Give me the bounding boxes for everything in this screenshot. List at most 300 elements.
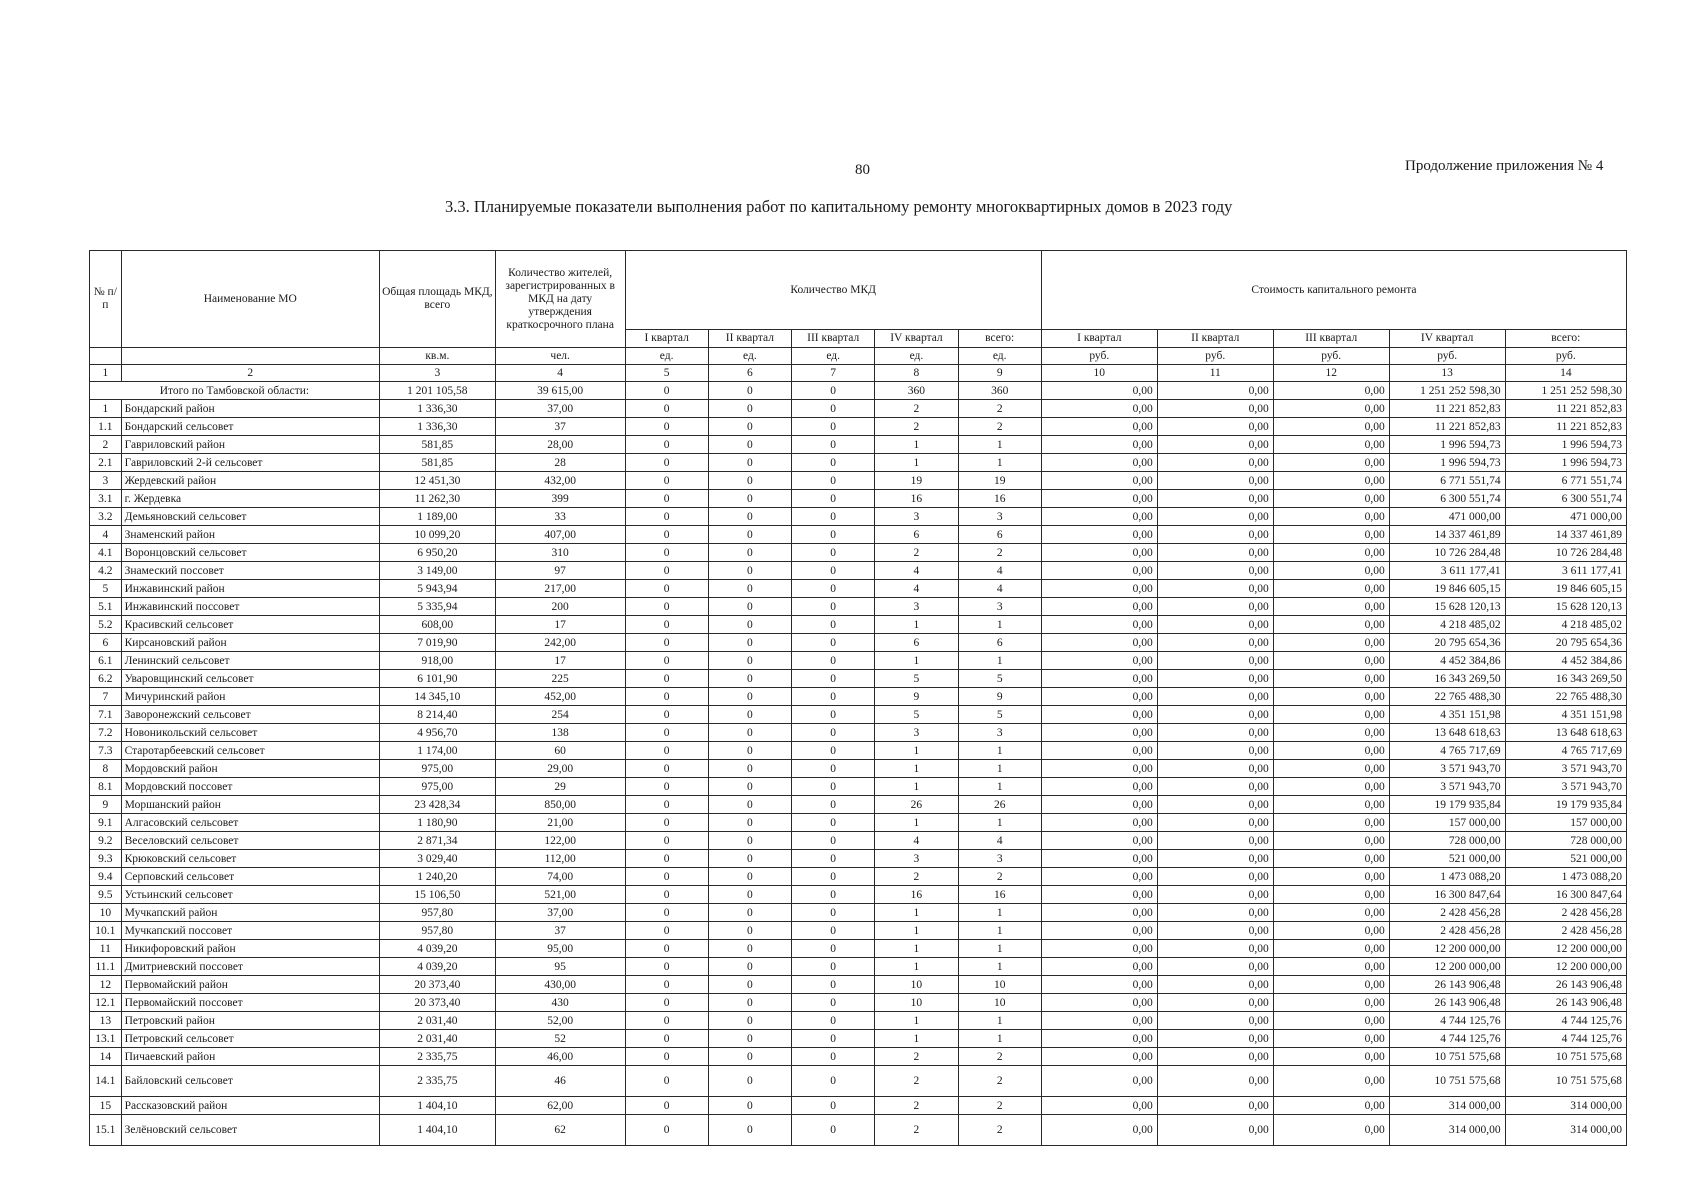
row-cost-q2: 0,00 — [1157, 454, 1273, 472]
row-number: 11.1 — [90, 958, 122, 976]
row-cost-total: 4 765 717,69 — [1505, 742, 1626, 760]
row-cost-q1: 0,00 — [1041, 724, 1157, 742]
row-cost-q2: 0,00 — [1157, 1097, 1273, 1115]
row-mkd-total: 6 — [958, 634, 1041, 652]
row-name: Зелёновский сельсовет — [121, 1115, 379, 1146]
row-cost-q3: 0,00 — [1273, 778, 1389, 796]
row-number: 10.1 — [90, 922, 122, 940]
row-area: 2 031,40 — [379, 1012, 495, 1030]
row-cost-total: 314 000,00 — [1505, 1097, 1626, 1115]
row-area: 581,85 — [379, 436, 495, 454]
row-cost-total: 3 571 943,70 — [1505, 760, 1626, 778]
row-cost-q1: 0,00 — [1041, 814, 1157, 832]
row-mkd-q1: 0 — [625, 886, 708, 904]
document-title: 3.3. Планируемые показатели выполнения работ по капитальному ремонту многоквартирных домов в 2023 году — [445, 197, 1233, 216]
row-mkd-q4: 9 — [875, 688, 958, 706]
row-cost-q4: 2 428 456,28 — [1389, 904, 1505, 922]
row-cost-q2: 0,00 — [1157, 490, 1273, 508]
row-cost-q2: 0,00 — [1157, 508, 1273, 526]
row-cost-q4: 20 795 654,36 — [1389, 634, 1505, 652]
row-cost-q3: 0,00 — [1273, 670, 1389, 688]
row-name: Серповский сельсовет — [121, 868, 379, 886]
row-cost-total: 1 473 088,20 — [1505, 868, 1626, 886]
row-cost-q2: 0,00 — [1157, 598, 1273, 616]
row-mkd-q1: 0 — [625, 688, 708, 706]
row-mkd-q3: 0 — [792, 706, 875, 724]
column-numbers-row — [90, 365, 1627, 382]
row-area: 975,00 — [379, 778, 495, 796]
row-name: Мордовский район — [121, 760, 379, 778]
row-mkd-total: 19 — [958, 472, 1041, 490]
row-mkd-q3: 0 — [792, 616, 875, 634]
header-cost-q1: I квартал — [1041, 330, 1157, 348]
row-cost-total: 1 996 594,73 — [1505, 454, 1626, 472]
row-mkd-total: 3 — [958, 598, 1041, 616]
row-cost-q4: 26 143 906,48 — [1389, 976, 1505, 994]
total-c3: 0,00 — [1273, 382, 1389, 400]
row-cost-q1: 0,00 — [1041, 490, 1157, 508]
row-mkd-q1: 0 — [625, 814, 708, 832]
row-area: 608,00 — [379, 616, 495, 634]
row-mkd-q2: 0 — [708, 796, 791, 814]
table-row — [90, 850, 1627, 868]
row-name: Гавриловский 2-й сельсовет — [121, 454, 379, 472]
row-cost-q1: 0,00 — [1041, 1115, 1157, 1146]
row-cost-q3: 0,00 — [1273, 1066, 1389, 1097]
row-mkd-q4: 6 — [875, 526, 958, 544]
row-cost-total: 3 571 943,70 — [1505, 778, 1626, 796]
unit-mkd: ед. — [625, 348, 708, 365]
row-number: 6.2 — [90, 670, 122, 688]
row-mkd-q4: 1 — [875, 922, 958, 940]
row-cost-q4: 1 473 088,20 — [1389, 868, 1505, 886]
row-number: 9 — [90, 796, 122, 814]
row-cost-q1: 0,00 — [1041, 616, 1157, 634]
row-mkd-q2: 0 — [708, 670, 791, 688]
table-row — [90, 400, 1627, 418]
unit-cost: руб. — [1505, 348, 1626, 365]
row-cost-q2: 0,00 — [1157, 886, 1273, 904]
row-area: 6 101,90 — [379, 670, 495, 688]
header-cost-q4: IV квартал — [1389, 330, 1505, 348]
row-cost-total: 471 000,00 — [1505, 508, 1626, 526]
row-cost-q4: 4 351 151,98 — [1389, 706, 1505, 724]
row-cost-q3: 0,00 — [1273, 526, 1389, 544]
row-number: 1 — [90, 400, 122, 418]
row-cost-q4: 26 143 906,48 — [1389, 994, 1505, 1012]
row-cost-q4: 6 771 551,74 — [1389, 472, 1505, 490]
row-mkd-q2: 0 — [708, 868, 791, 886]
row-name: Красивский сельсовет — [121, 616, 379, 634]
row-mkd-q1: 0 — [625, 580, 708, 598]
row-cost-q4: 22 765 488,30 — [1389, 688, 1505, 706]
row-cost-q4: 12 200 000,00 — [1389, 940, 1505, 958]
row-number: 2.1 — [90, 454, 122, 472]
row-mkd-q4: 1 — [875, 454, 958, 472]
row-area: 20 373,40 — [379, 994, 495, 1012]
row-cost-q2: 0,00 — [1157, 1066, 1273, 1097]
total-c4: 1 251 252 598,30 — [1389, 382, 1505, 400]
row-number: 9.2 — [90, 832, 122, 850]
row-residents: 430,00 — [495, 976, 625, 994]
row-cost-total: 2 428 456,28 — [1505, 922, 1626, 940]
row-mkd-q1: 0 — [625, 832, 708, 850]
row-cost-q3: 0,00 — [1273, 562, 1389, 580]
row-residents: 850,00 — [495, 796, 625, 814]
row-mkd-q2: 0 — [708, 508, 791, 526]
row-cost-q2: 0,00 — [1157, 814, 1273, 832]
row-mkd-q4: 5 — [875, 706, 958, 724]
row-mkd-q3: 0 — [792, 940, 875, 958]
row-mkd-q1: 0 — [625, 922, 708, 940]
row-mkd-q2: 0 — [708, 922, 791, 940]
row-name: Кирсановский район — [121, 634, 379, 652]
row-mkd-q1: 0 — [625, 742, 708, 760]
row-name: Веселовский сельсовет — [121, 832, 379, 850]
row-number: 12.1 — [90, 994, 122, 1012]
header-mkd-q2: II квартал — [708, 330, 791, 348]
row-cost-q1: 0,00 — [1041, 526, 1157, 544]
table-row — [90, 904, 1627, 922]
row-mkd-q2: 0 — [708, 598, 791, 616]
row-number: 7.1 — [90, 706, 122, 724]
row-cost-q1: 0,00 — [1041, 1097, 1157, 1115]
row-cost-q4: 157 000,00 — [1389, 814, 1505, 832]
row-mkd-q4: 1 — [875, 958, 958, 976]
header-residents: Количество жителей, зарегистрированных в МКД на дату утверждения краткосрочного плана — [495, 251, 625, 348]
row-mkd-q3: 0 — [792, 418, 875, 436]
row-mkd-q1: 0 — [625, 508, 708, 526]
row-name: Рассказовский район — [121, 1097, 379, 1115]
row-cost-q3: 0,00 — [1273, 544, 1389, 562]
row-cost-q4: 3 571 943,70 — [1389, 760, 1505, 778]
row-cost-q2: 0,00 — [1157, 400, 1273, 418]
row-residents: 310 — [495, 544, 625, 562]
row-mkd-q1: 0 — [625, 526, 708, 544]
row-mkd-total: 1 — [958, 904, 1041, 922]
row-mkd-total: 1 — [958, 958, 1041, 976]
row-cost-q1: 0,00 — [1041, 562, 1157, 580]
row-area: 1 336,30 — [379, 400, 495, 418]
row-mkd-q4: 19 — [875, 472, 958, 490]
row-number: 6 — [90, 634, 122, 652]
row-name: Байловский сельсовет — [121, 1066, 379, 1097]
header-num: № п/п — [90, 251, 122, 348]
row-mkd-q2: 0 — [708, 940, 791, 958]
row-cost-total: 16 300 847,64 — [1505, 886, 1626, 904]
row-cost-q1: 0,00 — [1041, 868, 1157, 886]
row-cost-q4: 1 996 594,73 — [1389, 454, 1505, 472]
row-cost-q2: 0,00 — [1157, 1030, 1273, 1048]
row-cost-total: 728 000,00 — [1505, 832, 1626, 850]
header-mkd-group: Количество МКД — [625, 251, 1041, 330]
row-mkd-q1: 0 — [625, 400, 708, 418]
row-residents: 430 — [495, 994, 625, 1012]
row-mkd-q1: 0 — [625, 850, 708, 868]
row-cost-q2: 0,00 — [1157, 616, 1273, 634]
row-area: 1 180,90 — [379, 814, 495, 832]
unit-area: кв.м. — [379, 348, 495, 365]
row-area: 957,80 — [379, 904, 495, 922]
row-cost-q4: 11 221 852,83 — [1389, 418, 1505, 436]
row-cost-total: 10 726 284,48 — [1505, 544, 1626, 562]
col-number: 1 — [90, 365, 122, 382]
row-residents: 95 — [495, 958, 625, 976]
row-number: 9.1 — [90, 814, 122, 832]
row-cost-total: 12 200 000,00 — [1505, 958, 1626, 976]
row-cost-q1: 0,00 — [1041, 994, 1157, 1012]
row-name: Старотарбеевский сельсовет — [121, 742, 379, 760]
row-mkd-q4: 2 — [875, 868, 958, 886]
row-area: 3 029,40 — [379, 850, 495, 868]
table-row — [90, 742, 1627, 760]
row-mkd-q2: 0 — [708, 850, 791, 868]
row-cost-q2: 0,00 — [1157, 868, 1273, 886]
row-number: 9.3 — [90, 850, 122, 868]
row-number: 15.1 — [90, 1115, 122, 1146]
row-residents: 62,00 — [495, 1097, 625, 1115]
row-cost-q2: 0,00 — [1157, 940, 1273, 958]
row-cost-q4: 4 765 717,69 — [1389, 742, 1505, 760]
row-cost-q4: 16 300 847,64 — [1389, 886, 1505, 904]
row-mkd-q1: 0 — [625, 1115, 708, 1146]
row-cost-q4: 16 343 269,50 — [1389, 670, 1505, 688]
row-number: 14 — [90, 1048, 122, 1066]
col-number: 6 — [708, 365, 791, 382]
row-area: 3 149,00 — [379, 562, 495, 580]
row-area: 7 019,90 — [379, 634, 495, 652]
row-mkd-total: 6 — [958, 526, 1041, 544]
row-mkd-total: 1 — [958, 1012, 1041, 1030]
row-mkd-q2: 0 — [708, 634, 791, 652]
row-mkd-q2: 0 — [708, 724, 791, 742]
row-mkd-q3: 0 — [792, 1097, 875, 1115]
row-mkd-total: 1 — [958, 760, 1041, 778]
row-cost-q1: 0,00 — [1041, 400, 1157, 418]
row-residents: 17 — [495, 616, 625, 634]
row-number: 3.2 — [90, 508, 122, 526]
row-cost-q2: 0,00 — [1157, 976, 1273, 994]
row-residents: 242,00 — [495, 634, 625, 652]
row-name: Устьинский сельсовет — [121, 886, 379, 904]
table-row — [90, 760, 1627, 778]
row-area: 2 871,34 — [379, 832, 495, 850]
row-cost-q3: 0,00 — [1273, 760, 1389, 778]
row-mkd-q4: 2 — [875, 1097, 958, 1115]
row-mkd-q3: 0 — [792, 580, 875, 598]
col-number: 4 — [495, 365, 625, 382]
row-area: 6 950,20 — [379, 544, 495, 562]
row-mkd-q3: 0 — [792, 472, 875, 490]
row-cost-q3: 0,00 — [1273, 598, 1389, 616]
row-mkd-q3: 0 — [792, 814, 875, 832]
row-area: 581,85 — [379, 454, 495, 472]
row-mkd-q3: 0 — [792, 994, 875, 1012]
row-mkd-q3: 0 — [792, 760, 875, 778]
row-cost-total: 26 143 906,48 — [1505, 994, 1626, 1012]
row-cost-q2: 0,00 — [1157, 958, 1273, 976]
row-residents: 29,00 — [495, 760, 625, 778]
header-cost-q3: III квартал — [1273, 330, 1389, 348]
row-cost-q2: 0,00 — [1157, 1012, 1273, 1030]
row-cost-q2: 0,00 — [1157, 652, 1273, 670]
row-name: Мучкапский район — [121, 904, 379, 922]
row-cost-q3: 0,00 — [1273, 508, 1389, 526]
row-mkd-q3: 0 — [792, 976, 875, 994]
row-cost-q1: 0,00 — [1041, 706, 1157, 724]
row-name: г. Жердевка — [121, 490, 379, 508]
row-mkd-q4: 10 — [875, 994, 958, 1012]
table-row — [90, 832, 1627, 850]
row-cost-q3: 0,00 — [1273, 1048, 1389, 1066]
row-cost-total: 12 200 000,00 — [1505, 940, 1626, 958]
row-number: 3 — [90, 472, 122, 490]
row-residents: 122,00 — [495, 832, 625, 850]
row-cost-total: 22 765 488,30 — [1505, 688, 1626, 706]
row-mkd-q2: 0 — [708, 400, 791, 418]
table-row — [90, 940, 1627, 958]
row-mkd-q3: 0 — [792, 436, 875, 454]
row-cost-q2: 0,00 — [1157, 760, 1273, 778]
row-mkd-q1: 0 — [625, 940, 708, 958]
row-cost-q2: 0,00 — [1157, 526, 1273, 544]
row-mkd-q3: 0 — [792, 850, 875, 868]
table-row — [90, 472, 1627, 490]
row-residents: 97 — [495, 562, 625, 580]
total-residents: 39 615,00 — [495, 382, 625, 400]
row-mkd-q4: 2 — [875, 418, 958, 436]
total-q1: 0 — [625, 382, 708, 400]
row-mkd-q3: 0 — [792, 832, 875, 850]
row-mkd-total: 2 — [958, 868, 1041, 886]
row-cost-q3: 0,00 — [1273, 688, 1389, 706]
row-number: 10 — [90, 904, 122, 922]
row-number: 11 — [90, 940, 122, 958]
table-row — [90, 616, 1627, 634]
row-mkd-q4: 4 — [875, 832, 958, 850]
table-row — [90, 796, 1627, 814]
row-residents: 521,00 — [495, 886, 625, 904]
row-mkd-total: 3 — [958, 850, 1041, 868]
row-cost-q4: 4 744 125,76 — [1389, 1012, 1505, 1030]
row-cost-q1: 0,00 — [1041, 652, 1157, 670]
row-cost-total: 26 143 906,48 — [1505, 976, 1626, 994]
table-row — [90, 1012, 1627, 1030]
row-cost-total: 6 300 551,74 — [1505, 490, 1626, 508]
row-cost-q2: 0,00 — [1157, 544, 1273, 562]
row-mkd-q4: 6 — [875, 634, 958, 652]
row-mkd-q1: 0 — [625, 1030, 708, 1048]
row-mkd-total: 1 — [958, 436, 1041, 454]
row-area: 14 345,10 — [379, 688, 495, 706]
row-residents: 37,00 — [495, 904, 625, 922]
row-mkd-q3: 0 — [792, 652, 875, 670]
row-name: Знаменский район — [121, 526, 379, 544]
row-number: 15 — [90, 1097, 122, 1115]
row-mkd-total: 2 — [958, 1048, 1041, 1066]
header-mkd-q4: IV квартал — [875, 330, 958, 348]
row-area: 23 428,34 — [379, 796, 495, 814]
row-mkd-q2: 0 — [708, 778, 791, 796]
row-number: 12 — [90, 976, 122, 994]
row-cost-q3: 0,00 — [1273, 724, 1389, 742]
table-row — [90, 652, 1627, 670]
row-mkd-q4: 1 — [875, 742, 958, 760]
row-mkd-q2: 0 — [708, 814, 791, 832]
row-residents: 52,00 — [495, 1012, 625, 1030]
row-mkd-q4: 3 — [875, 724, 958, 742]
repair-plan-table — [89, 250, 1627, 1146]
row-cost-total: 1 996 594,73 — [1505, 436, 1626, 454]
total-all: 360 — [958, 382, 1041, 400]
row-mkd-q1: 0 — [625, 904, 708, 922]
row-area: 975,00 — [379, 760, 495, 778]
table-row — [90, 778, 1627, 796]
row-mkd-q1: 0 — [625, 868, 708, 886]
row-mkd-q1: 0 — [625, 562, 708, 580]
row-mkd-q2: 0 — [708, 886, 791, 904]
col-number: 9 — [958, 365, 1041, 382]
row-mkd-q4: 10 — [875, 976, 958, 994]
row-cost-q2: 0,00 — [1157, 994, 1273, 1012]
row-number: 14.1 — [90, 1066, 122, 1097]
row-residents: 28 — [495, 454, 625, 472]
table-row — [90, 886, 1627, 904]
table-row — [90, 724, 1627, 742]
row-residents: 37 — [495, 922, 625, 940]
row-mkd-q3: 0 — [792, 724, 875, 742]
row-mkd-q4: 1 — [875, 940, 958, 958]
row-mkd-q4: 1 — [875, 904, 958, 922]
row-name: Инжавинский поссовет — [121, 598, 379, 616]
row-cost-q4: 6 300 551,74 — [1389, 490, 1505, 508]
row-residents: 33 — [495, 508, 625, 526]
row-mkd-q1: 0 — [625, 472, 708, 490]
row-area: 12 451,30 — [379, 472, 495, 490]
row-cost-q3: 0,00 — [1273, 472, 1389, 490]
row-mkd-q4: 2 — [875, 544, 958, 562]
row-cost-q1: 0,00 — [1041, 796, 1157, 814]
row-name: Гавриловский район — [121, 436, 379, 454]
row-mkd-q1: 0 — [625, 544, 708, 562]
row-mkd-q4: 26 — [875, 796, 958, 814]
table-row — [90, 580, 1627, 598]
row-area: 11 262,30 — [379, 490, 495, 508]
row-cost-q1: 0,00 — [1041, 922, 1157, 940]
row-cost-q2: 0,00 — [1157, 796, 1273, 814]
row-mkd-q1: 0 — [625, 436, 708, 454]
row-residents: 112,00 — [495, 850, 625, 868]
row-cost-q4: 314 000,00 — [1389, 1115, 1505, 1146]
row-mkd-q3: 0 — [792, 742, 875, 760]
row-area: 1 404,10 — [379, 1097, 495, 1115]
row-mkd-q2: 0 — [708, 562, 791, 580]
row-number: 6.1 — [90, 652, 122, 670]
row-cost-q1: 0,00 — [1041, 634, 1157, 652]
row-name: Пичаевский район — [121, 1048, 379, 1066]
row-residents: 21,00 — [495, 814, 625, 832]
row-mkd-total: 4 — [958, 580, 1041, 598]
row-cost-q3: 0,00 — [1273, 454, 1389, 472]
row-mkd-total: 1 — [958, 1030, 1041, 1048]
row-cost-total: 314 000,00 — [1505, 1115, 1626, 1146]
table-row — [90, 562, 1627, 580]
row-cost-q2: 0,00 — [1157, 472, 1273, 490]
row-mkd-q3: 0 — [792, 670, 875, 688]
table-row — [90, 868, 1627, 886]
header-mkd-total: всего: — [958, 330, 1041, 348]
row-cost-total: 13 648 618,63 — [1505, 724, 1626, 742]
